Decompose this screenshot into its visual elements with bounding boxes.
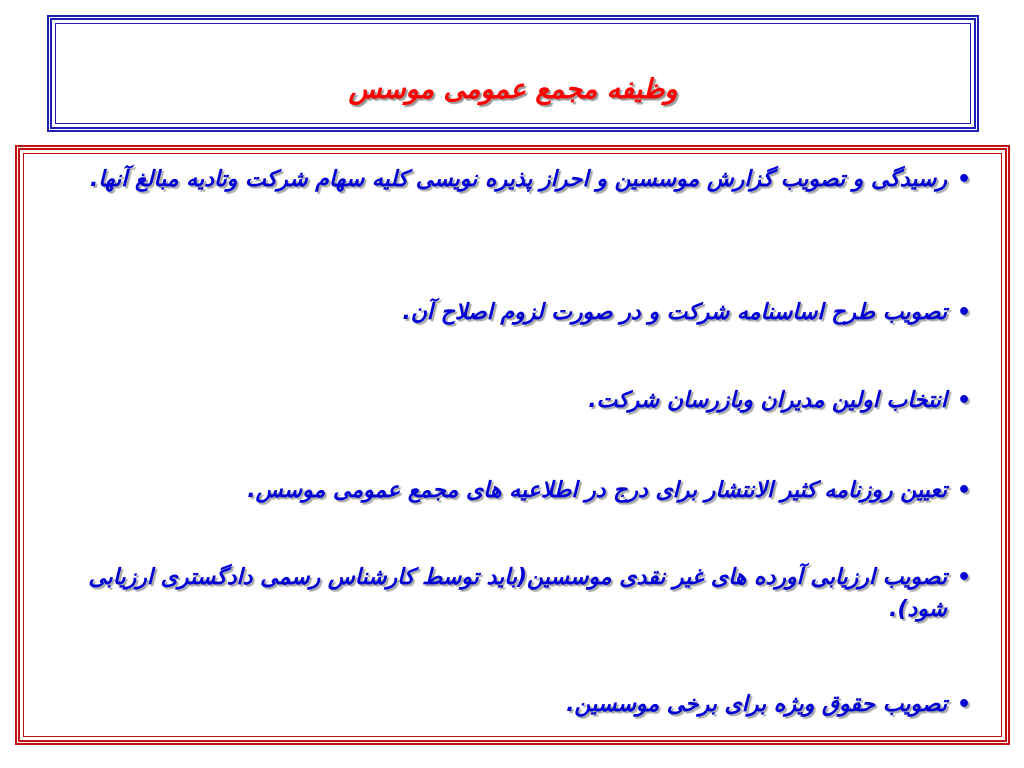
bullet-item-5 — [38, 562, 987, 626]
bullet-text-6: تصویب حقوق ویژه برای برخی موسسین. — [566, 692, 947, 717]
bullet-item-3 — [38, 385, 987, 417]
bullet-icon: • — [956, 478, 971, 503]
bullet-icon: • — [956, 300, 971, 325]
bullet-text-3: انتخاب اولین مدیران وبازرسان شرکت. — [588, 388, 947, 413]
title-frame — [47, 15, 979, 132]
slide-title: وظیفه مجمع عمومی موسس — [348, 74, 678, 105]
bullet-text-2: تصویب طرح اساسنامه شرکت و در صورت لزوم اصلاح آن. — [402, 300, 947, 325]
bullet-item-1 — [38, 164, 987, 196]
bullet-text-4: تعیین روزنامه کثیر الانتشار برای درج در اطلاعیه های مجمع عمومی موسس. — [247, 478, 947, 503]
bullet-icon: • — [956, 167, 971, 192]
bullet-icon: • — [956, 565, 971, 590]
content-frame — [15, 145, 1010, 745]
bullet-item-6 — [38, 689, 987, 721]
bullet-item-2 — [38, 297, 987, 329]
bullet-text-1: رسیدگی و تصویب گزارش موسسین و احراز پذیره نویسی کلیه سهام شرکت وتادیه مبالغ آنها. — [89, 167, 947, 192]
bullet-icon: • — [956, 388, 971, 413]
bullet-item-4 — [38, 475, 987, 507]
bullet-text-5: تصویب ارزیابی آورده های غیر نقدی موسسین(باید توسط کارشناس رسمی دادگستری ارزیابی شود). — [88, 565, 947, 622]
bullet-icon: • — [956, 692, 971, 717]
